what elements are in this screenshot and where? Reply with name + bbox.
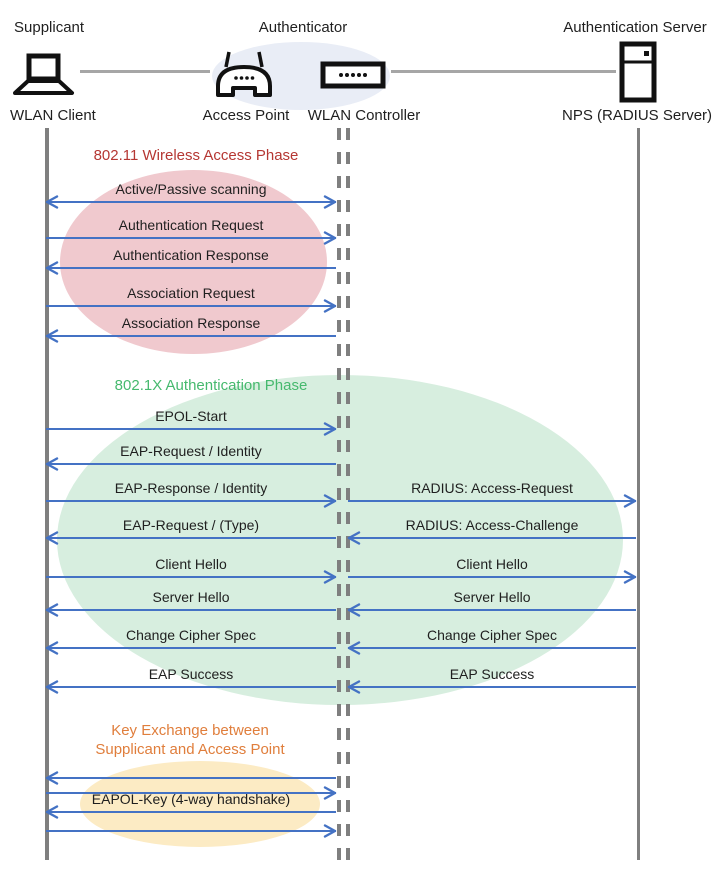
message-arrow-both bbox=[45, 195, 337, 209]
message-label: EAP Success bbox=[148, 666, 234, 682]
message-label: EAP Success bbox=[449, 666, 535, 682]
device-label-wlan-client: WLAN Client bbox=[10, 107, 96, 124]
message-label: EAP-Request / (Type) bbox=[122, 517, 260, 533]
message-label: Association Request bbox=[127, 285, 255, 301]
message-arrow-right bbox=[45, 299, 337, 313]
laptop-icon bbox=[12, 53, 75, 97]
message-arrow-left bbox=[45, 771, 337, 785]
server-icon bbox=[619, 41, 657, 103]
message-label: Authentication Request bbox=[118, 217, 264, 233]
message-label: Server Hello bbox=[152, 589, 230, 605]
message-arrow-left bbox=[45, 603, 337, 617]
message-arrow-left bbox=[347, 680, 637, 694]
message-label: EPOL-Start bbox=[155, 408, 227, 424]
message-label: Client Hello bbox=[155, 556, 227, 572]
connector-client-ap bbox=[80, 70, 210, 73]
phase-title-key-exchange-line2: Supplicant and Access Point bbox=[95, 741, 285, 758]
message-label: Change Cipher Spec bbox=[427, 627, 557, 643]
message-arrow-left bbox=[45, 680, 337, 694]
message-arrow-left bbox=[45, 805, 337, 819]
role-label-authentication-server: Authentication Server bbox=[563, 19, 707, 36]
wlan-controller-icon bbox=[320, 61, 386, 89]
message-arrow-left bbox=[347, 603, 637, 617]
lifeline-nps-server bbox=[637, 128, 640, 860]
message-arrow-left bbox=[45, 531, 337, 545]
device-label-wlan-controller: WLAN Controller bbox=[307, 107, 421, 124]
phase-title-dot1x-authentication: 802.1X Authentication Phase bbox=[114, 377, 308, 394]
message-label: EAP-Response / Identity bbox=[114, 480, 268, 496]
message-arrow-left bbox=[45, 641, 337, 655]
message-arrow-right bbox=[45, 824, 337, 838]
message-arrow-right bbox=[45, 494, 337, 508]
message-label: Association Response bbox=[121, 315, 261, 331]
role-label-supplicant: Supplicant bbox=[14, 19, 85, 36]
message-label: RADIUS: Access-Request bbox=[411, 480, 573, 496]
message-label: Active/Passive scanning bbox=[115, 181, 267, 197]
message-arrow-right bbox=[45, 231, 337, 245]
role-label-authenticator: Authenticator bbox=[258, 19, 348, 36]
message-arrow-right bbox=[347, 570, 637, 584]
message-label: Change Cipher Spec bbox=[126, 627, 256, 643]
message-arrow-right bbox=[45, 422, 337, 436]
message-arrow-left bbox=[45, 329, 337, 343]
message-label: Server Hello bbox=[453, 589, 531, 605]
connector-controller-server bbox=[391, 70, 616, 73]
device-label-nps-radius-server: NPS (RADIUS Server) bbox=[562, 107, 713, 124]
access-point-icon bbox=[214, 50, 274, 100]
message-label: Authentication Response bbox=[113, 247, 269, 263]
message-arrow-right bbox=[347, 494, 637, 508]
device-label-access-point: Access Point bbox=[202, 107, 290, 124]
message-label: Client Hello bbox=[456, 556, 528, 572]
message-arrow-left bbox=[45, 261, 337, 275]
message-label: EAPOL-Key (4-way handshake) bbox=[91, 791, 291, 807]
message-label: RADIUS: Access-Challenge bbox=[405, 517, 579, 533]
phase-title-wireless-access: 802.11 Wireless Access Phase bbox=[93, 147, 299, 164]
phase-title-key-exchange-line1: Key Exchange between bbox=[111, 722, 269, 739]
message-arrow-left bbox=[347, 641, 637, 655]
message-label: EAP-Request / Identity bbox=[120, 443, 262, 459]
message-arrow-left bbox=[347, 531, 637, 545]
phase-title-key-exchange bbox=[40, 721, 340, 759]
message-arrow-right bbox=[45, 570, 337, 584]
message-arrow-left bbox=[45, 457, 337, 471]
